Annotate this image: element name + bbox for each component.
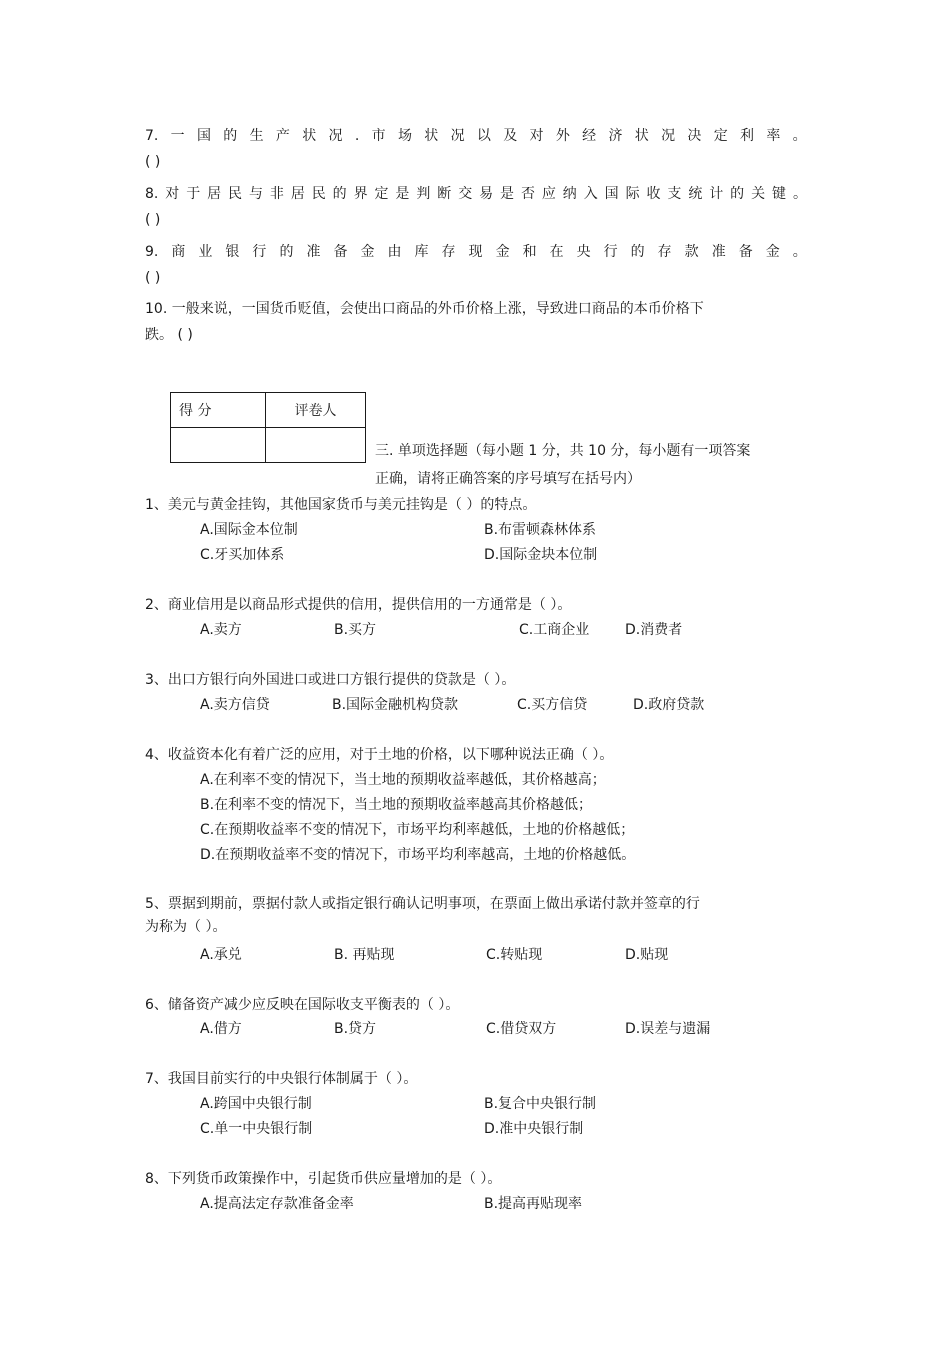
question-4-option-c[interactable]: C.在预期收益率不变的情况下，市场平均利率越低，土地的价格越低； bbox=[200, 822, 635, 838]
tf-question-char: 键 bbox=[772, 186, 787, 202]
tf-question-char: 关 bbox=[751, 186, 766, 202]
tf-question-char: 及 bbox=[503, 128, 518, 144]
tf-question-char: 否 bbox=[520, 186, 535, 202]
tf-question-char: 居 bbox=[290, 186, 305, 202]
question-5-option-c[interactable]: C.转贴现 bbox=[486, 947, 543, 963]
question-3-option-a[interactable]: A.卖方信贷 bbox=[200, 697, 270, 713]
question-4-option-b[interactable]: B.在利率不变的情况下，当土地的预期收益率越高其价格越低； bbox=[200, 797, 593, 813]
score-cell[interactable] bbox=[171, 428, 266, 463]
tf-question-char: 的 bbox=[223, 128, 238, 144]
question-1-option-c[interactable]: C.牙买加体系 bbox=[200, 547, 285, 563]
tf-question-char: 非 bbox=[269, 186, 284, 202]
question-6-option-c[interactable]: C.借贷双方 bbox=[486, 1021, 557, 1037]
tf-question-char: 7. bbox=[145, 128, 159, 144]
score-table bbox=[170, 392, 366, 463]
tf-question-char: 率 bbox=[766, 128, 781, 144]
tf-question-char: 存 bbox=[657, 244, 672, 260]
tf-question-9-bracket: ( ) bbox=[145, 270, 161, 286]
tf-question-char: 的 bbox=[332, 186, 347, 202]
question-2-option-c[interactable]: C.工商企业 bbox=[519, 622, 590, 638]
tf-question-char: 状 bbox=[634, 128, 649, 144]
tf-question-char: 是 bbox=[395, 186, 410, 202]
grader-header: 评卷人 bbox=[266, 393, 366, 428]
tf-question-char: 。 bbox=[792, 244, 807, 260]
tf-question-char: 金 bbox=[495, 244, 510, 260]
tf-question-char: 外 bbox=[555, 128, 570, 144]
tf-question-char: 业 bbox=[198, 244, 213, 260]
question-1-option-a[interactable]: A.国际金本位制 bbox=[200, 522, 298, 538]
tf-question-8-bracket: ( ) bbox=[145, 212, 161, 228]
tf-question-char: 的 bbox=[630, 244, 645, 260]
tf-question-char: 生 bbox=[249, 128, 264, 144]
grader-cell[interactable] bbox=[266, 428, 366, 463]
tf-question-char: 款 bbox=[684, 244, 699, 260]
question-2-option-b[interactable]: B.买方 bbox=[334, 622, 377, 638]
tf-question-10-line2: 跌。 ( ) bbox=[145, 327, 193, 343]
tf-question-char: 商 bbox=[171, 244, 186, 260]
question-4-option-d[interactable]: D.在预期收益率不变的情况下，市场平均利率越高，土地的价格越低。 bbox=[200, 847, 636, 863]
tf-question-char: 由 bbox=[387, 244, 402, 260]
question-7-option-b[interactable]: B.复合中央银行制 bbox=[484, 1096, 597, 1112]
tf-question-char: 状 bbox=[302, 128, 317, 144]
tf-question-char: 决 bbox=[687, 128, 702, 144]
tf-question-char: 计 bbox=[709, 186, 724, 202]
question-3-stem: 3、出口方银行向外国进口或进口方银行提供的贷款是（ ）。 bbox=[145, 672, 516, 688]
question-8-option-b[interactable]: B.提高再贴现率 bbox=[484, 1196, 583, 1212]
tf-question-char: 判 bbox=[416, 186, 431, 202]
question-3-option-d[interactable]: D.政府贷款 bbox=[633, 697, 705, 713]
score-header: 得 分 bbox=[171, 393, 266, 428]
tf-question-char: 存 bbox=[441, 244, 456, 260]
question-6-option-a[interactable]: A.借方 bbox=[200, 1021, 242, 1037]
tf-question-char: 状 bbox=[424, 128, 439, 144]
tf-question-char: 收 bbox=[646, 186, 661, 202]
tf-question-char: 入 bbox=[583, 186, 598, 202]
tf-question-char: 居 bbox=[207, 186, 222, 202]
question-6-option-d[interactable]: D.误差与遗漏 bbox=[625, 1021, 711, 1037]
question-4-stem: 4、收益资本化有着广泛的应用，对于土地的价格，以下哪种说法正确（ ）。 bbox=[145, 747, 614, 763]
tf-question-char: 交 bbox=[458, 186, 473, 202]
question-5-stem-line1: 5、票据到期前，票据付款人或指定银行确认记明事项，在票面上做出承诺付款并签章的行 bbox=[145, 896, 700, 912]
tf-question-char: 利 bbox=[740, 128, 754, 144]
section-3-heading: 三. 单项选择题（每小题 1 分，共 10 分，每小题有一项答案 bbox=[375, 443, 751, 459]
tf-question-char: 8. bbox=[145, 186, 159, 202]
question-8-option-a[interactable]: A.提高法定存款准备金率 bbox=[200, 1196, 354, 1212]
question-5-stem-line2: 为称为（ ）。 bbox=[145, 919, 227, 935]
tf-question-char: 济 bbox=[608, 128, 623, 144]
tf-question-8 bbox=[145, 185, 807, 203]
tf-question-char: 经 bbox=[582, 128, 597, 144]
tf-question-char: 金 bbox=[765, 244, 780, 260]
tf-question-char: 际 bbox=[625, 186, 640, 202]
question-5-option-b[interactable]: B. 再贴现 bbox=[334, 947, 395, 963]
question-7-option-a[interactable]: A.跨国中央银行制 bbox=[200, 1096, 312, 1112]
question-3-option-b[interactable]: B.国际金融机构贷款 bbox=[332, 697, 459, 713]
question-8-stem: 8、下列货币政策操作中，引起货币供应量增加的是（ ）。 bbox=[145, 1171, 502, 1187]
tf-question-char: 以 bbox=[476, 128, 491, 144]
tf-question-char: 民 bbox=[228, 186, 243, 202]
section-3-instructions: 正确，请将正确答案的序号填写在括号内） bbox=[375, 471, 641, 487]
question-2-option-d[interactable]: D.消费者 bbox=[625, 622, 683, 638]
tf-question-char: 界 bbox=[353, 186, 368, 202]
tf-question-char: 准 bbox=[306, 244, 321, 260]
question-5-option-d[interactable]: D.贴现 bbox=[625, 947, 669, 963]
tf-question-char: 易 bbox=[479, 186, 494, 202]
question-2-stem: 2、商业信用是以商品形式提供的信用，提供信用的一方通常是（ ）。 bbox=[145, 597, 572, 613]
tf-question-char: 支 bbox=[667, 186, 682, 202]
tf-question-char: 的 bbox=[279, 244, 294, 260]
tf-question-char: 和 bbox=[522, 244, 537, 260]
tf-question-char: 准 bbox=[711, 244, 726, 260]
tf-question-char: 是 bbox=[500, 186, 515, 202]
question-7-stem: 7、我国目前实行的中央银行体制属于（ ）。 bbox=[145, 1071, 418, 1087]
tf-question-char: 。 bbox=[792, 128, 807, 144]
tf-question-char: 国 bbox=[196, 128, 211, 144]
question-1-option-b[interactable]: B.布雷顿森林体系 bbox=[484, 522, 597, 538]
question-3-option-c[interactable]: C.买方信贷 bbox=[517, 697, 588, 713]
tf-question-10-line1: 10. 一般来说，一国货币贬值，会使出口商品的外币价格上涨，导致进口商品的本币价格下 bbox=[145, 301, 704, 317]
question-7-option-d[interactable]: D.准中央银行制 bbox=[484, 1121, 584, 1137]
tf-question-char: 库 bbox=[414, 244, 429, 260]
tf-question-char: 央 bbox=[576, 244, 591, 260]
tf-question-9 bbox=[145, 243, 807, 261]
question-1-stem: 1、美元与黄金挂钩，其他国家货币与美元挂钩是（ ）的特点。 bbox=[145, 497, 537, 513]
tf-question-char: 国 bbox=[604, 186, 619, 202]
tf-question-char: 断 bbox=[437, 186, 452, 202]
tf-question-char: 况 bbox=[661, 128, 676, 144]
tf-question-char: 于 bbox=[186, 186, 201, 202]
tf-question-char: 民 bbox=[311, 186, 326, 202]
tf-question-char: . bbox=[354, 128, 360, 144]
question-7-option-c[interactable]: C.单一中央银行制 bbox=[200, 1121, 313, 1137]
tf-question-char: 况 bbox=[450, 128, 465, 144]
tf-question-char: 场 bbox=[397, 128, 412, 144]
tf-question-char: 9. bbox=[145, 244, 159, 260]
tf-question-char: 对 bbox=[529, 128, 544, 144]
tf-question-char: 产 bbox=[275, 128, 290, 144]
tf-question-char: 一 bbox=[170, 128, 185, 144]
question-2-option-a[interactable]: A.卖方 bbox=[200, 622, 242, 638]
tf-question-char: 况 bbox=[328, 128, 343, 144]
tf-question-char: 备 bbox=[333, 244, 348, 260]
question-1-option-d[interactable]: D.国际金块本位制 bbox=[484, 547, 598, 563]
tf-question-char: 纳 bbox=[562, 186, 577, 202]
tf-question-char: 行 bbox=[252, 244, 267, 260]
tf-question-char: 对 bbox=[165, 186, 180, 202]
question-6-stem: 6、储备资产减少应反映在国际收支平衡表的（ ）。 bbox=[145, 997, 460, 1013]
question-5-option-a[interactable]: A.承兑 bbox=[200, 947, 242, 963]
tf-question-char: 在 bbox=[549, 244, 564, 260]
tf-question-char: 与 bbox=[248, 186, 263, 202]
tf-question-char: 市 bbox=[371, 128, 386, 144]
tf-question-char: 现 bbox=[468, 244, 483, 260]
tf-question-char: 银 bbox=[225, 244, 240, 260]
tf-question-7-bracket: ( ) bbox=[145, 154, 161, 170]
question-6-option-b[interactable]: B.贷方 bbox=[334, 1021, 377, 1037]
tf-question-char: 定 bbox=[374, 186, 389, 202]
tf-question-char: 定 bbox=[713, 128, 728, 144]
tf-question-char: 。 bbox=[792, 186, 807, 202]
question-4-option-a[interactable]: A.在利率不变的情况下，当土地的预期收益率越低，其价格越高； bbox=[200, 772, 606, 788]
tf-question-char: 金 bbox=[360, 244, 375, 260]
tf-question-char: 应 bbox=[541, 186, 556, 202]
tf-question-char: 备 bbox=[738, 244, 753, 260]
tf-question-char: 统 bbox=[688, 186, 703, 202]
tf-question-char: 的 bbox=[730, 186, 745, 202]
tf-question-char: 行 bbox=[603, 244, 618, 260]
tf-question-7 bbox=[145, 127, 807, 145]
